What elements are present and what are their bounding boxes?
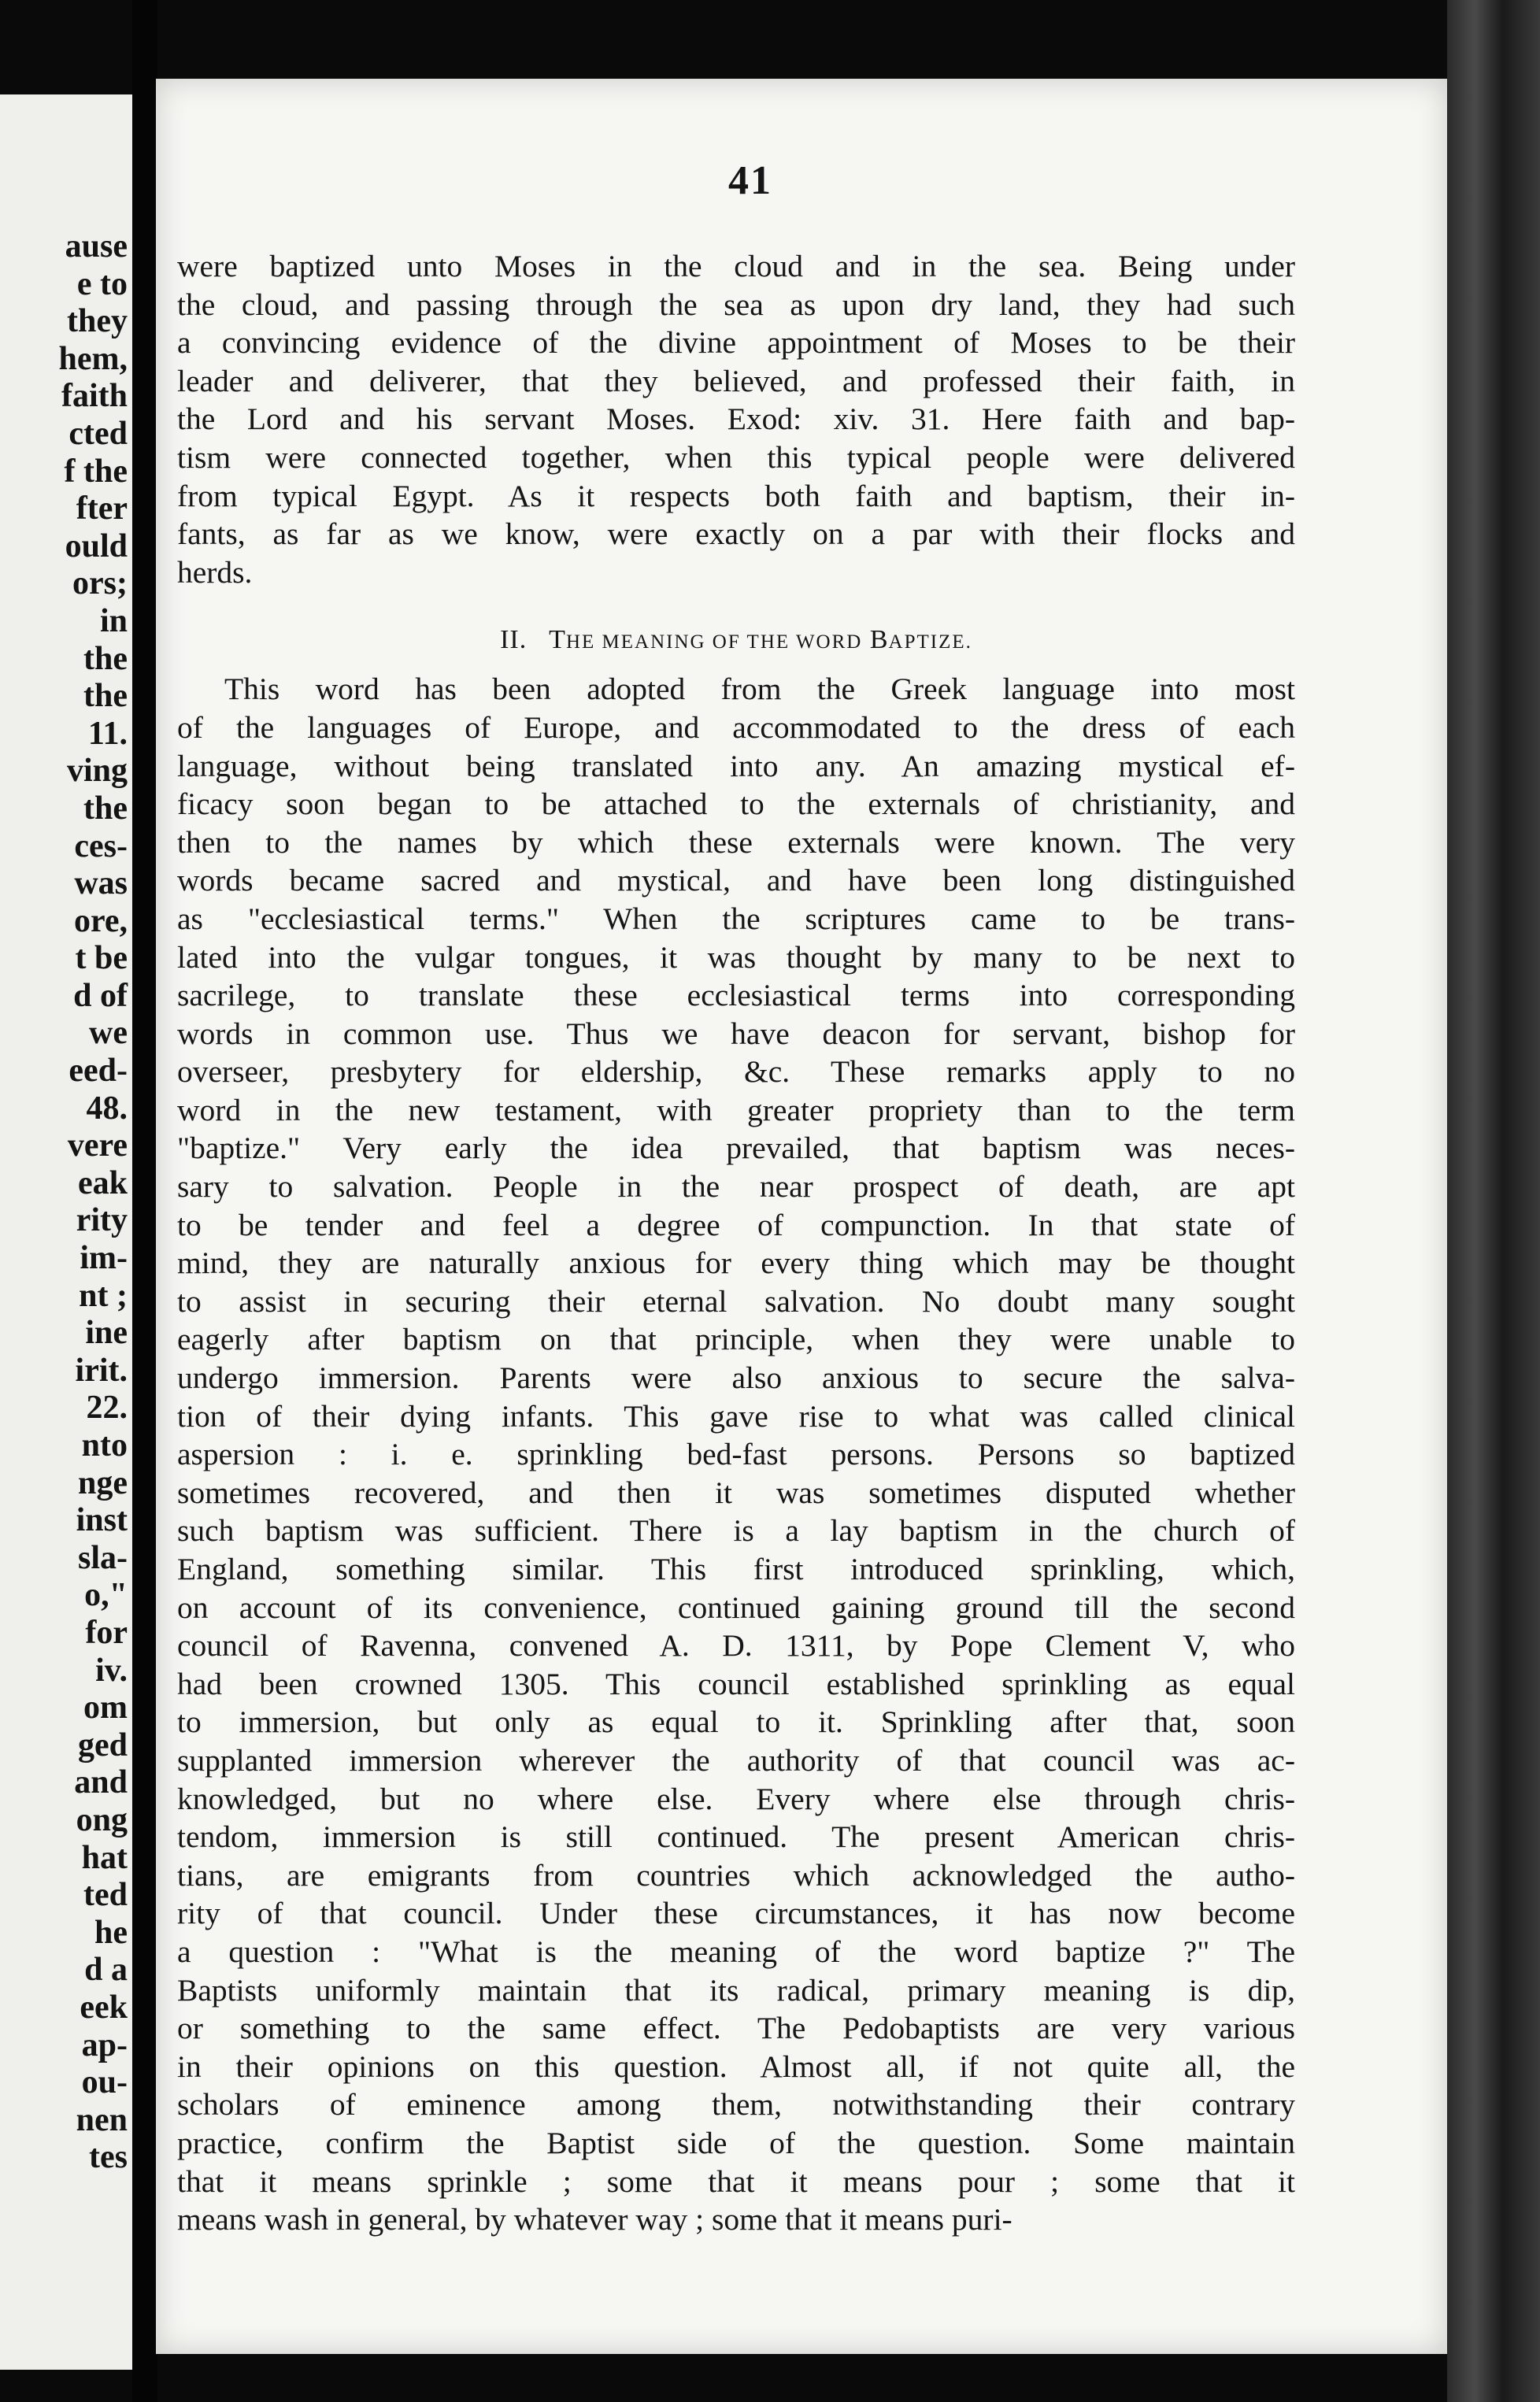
- left-fragment-line: ors;: [72, 565, 128, 602]
- book-gutter: [132, 0, 157, 2402]
- left-fragment-line: f the: [64, 453, 128, 490]
- left-fragment-line: the: [83, 790, 128, 827]
- left-fragment-line: ving: [66, 753, 128, 790]
- text-line: leader and deliverer, that they believed, and professed their faith, in: [177, 363, 1295, 398]
- text-line: words in common use. Thus we have deacon for servant, bishop for: [177, 1016, 1295, 1051]
- text-line: practice, confirm the Baptist side of the question. Some maintain: [177, 2125, 1295, 2160]
- text-line: of the languages of Europe, and accommodated to the dress of each: [177, 709, 1295, 745]
- paragraph-2: [177, 670, 1295, 2238]
- text-line: word in the new testament, with greater propriety than to the term: [177, 1092, 1295, 1127]
- text-line: lated into the vulgar tongues, it was thought by many to be next to: [177, 939, 1295, 975]
- section-heading: [177, 591, 1295, 670]
- text-line: on account of its convenience, continued gaining ground till the second: [177, 1590, 1295, 1625]
- text-line: to be tender and feel a degree of compunction. In that state of: [177, 1207, 1295, 1242]
- text-line: ficacy soon began to be attached to the externals of christianity, and: [177, 786, 1295, 822]
- text-line: council of Ravenna, convened A. D. 1311, by Pope Clement V, who: [177, 1628, 1295, 1664]
- left-fragment-line: nto: [81, 1427, 128, 1464]
- left-fragment-line: nt ;: [79, 1277, 128, 1314]
- text-line: had been crowned 1305. This council established sprinkling as equal: [177, 1666, 1295, 1701]
- left-fragment-line: rity: [76, 1202, 128, 1239]
- left-fragment-line: ou-: [81, 2064, 128, 2101]
- left-fragment-line: 11.: [87, 715, 128, 752]
- left-fragment-line: hat: [81, 1839, 128, 1876]
- text-line: language, without being translated into any. An amazing mystical ef-: [177, 748, 1295, 783]
- left-fragment-line: nge: [78, 1464, 128, 1501]
- text-line: means wash in general, by whatever way ; some that it means puri-: [177, 2202, 1012, 2237]
- text-line: in their opinions on this question. Almost all, if not quite all, the: [177, 2049, 1295, 2084]
- text-line: were baptized unto Moses in the cloud and in the sea. Being under: [177, 249, 1295, 283]
- heading-small-caps-2: APTIZE.: [888, 631, 972, 653]
- left-fragment-line: d a: [84, 1952, 128, 1989]
- left-fragment-line: irit.: [75, 1352, 128, 1389]
- left-fragment-line: sla-: [78, 1539, 128, 1576]
- left-fragment-line: d of: [73, 977, 128, 1014]
- heading-cap-letter: B: [869, 625, 889, 655]
- text-line: This word has been adopted from the Greek language into most: [224, 672, 1295, 707]
- left-fragment-line: ould: [65, 527, 128, 564]
- left-fragment-line: and: [74, 1764, 128, 1801]
- heading-small-caps-1: HE MEANING OF THE WORD: [565, 631, 863, 653]
- text-line: herds.: [177, 554, 253, 590]
- left-fragment-line: om: [83, 1690, 128, 1727]
- left-fragment-line: fter: [76, 490, 128, 527]
- text-line: to assist in securing their eternal salvation. No doubt many sought: [177, 1283, 1295, 1319]
- text-line: fants, as far as we know, were exactly on a par with their flocks and: [177, 516, 1295, 552]
- text-line: England, something similar. This first introduced sprinkling, which,: [177, 1552, 1295, 1586]
- left-fragment-line: t be: [75, 940, 128, 977]
- left-page-text-fragments: [2, 228, 128, 2177]
- left-fragment-line: he: [94, 1914, 128, 1951]
- left-fragment-line: ine: [85, 1315, 128, 1352]
- left-fragment-line: 48.: [86, 1090, 128, 1127]
- left-fragment-line: eek: [80, 1989, 128, 2026]
- heading-numeral: II.: [500, 625, 528, 655]
- left-fragment-line: tes: [89, 2139, 128, 2176]
- text-line: knowledged, but no where else. Every where else through chris-: [177, 1781, 1295, 1816]
- left-fragment-line: hem,: [58, 340, 128, 377]
- left-fragment-line: ted: [83, 1877, 128, 1914]
- text-line: aspersion : i. e. sprinkling bed-fast persons. Persons so baptized: [177, 1437, 1295, 1472]
- left-fragment-line: ore,: [73, 902, 128, 939]
- text-line: as "ecclesiastical terms." When the scriptures came to be trans-: [177, 901, 1295, 936]
- left-fragment-line: we: [89, 1015, 128, 1052]
- left-fragment-line: was: [74, 865, 128, 902]
- left-fragment-line: inst: [76, 1502, 128, 1539]
- page-number: 41: [728, 158, 772, 203]
- text-line: words became sacred and mystical, and have been long distinguished: [177, 863, 1295, 898]
- paragraph-1: [177, 247, 1295, 591]
- left-fragment-line: e to: [76, 265, 128, 302]
- text-line: to immersion, but only as equal to it. Sprinkling after that, soon: [177, 1704, 1295, 1740]
- text-line: sometimes recovered, and then it was sometimes disputed whether: [177, 1475, 1295, 1510]
- text-line: that it means sprinkle ; some that it means pour ; some that it: [177, 2163, 1295, 2199]
- text-line: undergo immersion. Parents were also anxious to secure the salva-: [177, 1360, 1295, 1396]
- left-fragment-line: they: [67, 303, 128, 340]
- heading-initial: T: [549, 625, 566, 655]
- left-fragment-line: ap-: [81, 2026, 128, 2063]
- left-fragment-line: for: [85, 1614, 128, 1651]
- text-line: rity of that council. Under these circumstances, it has now become: [177, 1896, 1295, 1931]
- left-fragment-line: cted: [68, 415, 128, 452]
- left-fragment-line: vere: [67, 1127, 128, 1164]
- text-line: tism were connected together, when this typical people were delivered: [177, 439, 1295, 475]
- left-page-fragment: [0, 94, 132, 2370]
- text-line: "baptize." Very early the idea prevailed, that baptism was neces-: [177, 1131, 1295, 1166]
- left-fragment-line: eak: [78, 1164, 128, 1201]
- text-line: the cloud, and passing through the sea as upon dry land, they had such: [177, 287, 1295, 322]
- text-line: mind, they are naturally anxious for every thing which may be thought: [177, 1245, 1295, 1281]
- text-line: a question : "What is the meaning of the word baptize ?" The: [177, 1934, 1295, 1969]
- left-fragment-line: the: [83, 678, 128, 715]
- text-line: such baptism was sufficient. There is a lay baptism in the church of: [177, 1513, 1295, 1549]
- text-line: supplanted immersion wherever the authority of that council was ac-: [177, 1742, 1295, 1778]
- text-line: tendom, immersion is still continued. The present American chris-: [177, 1819, 1295, 1855]
- left-fragment-line: o,": [84, 1577, 128, 1614]
- left-fragment-line: ause: [65, 228, 128, 265]
- text-line: sary to salvation. People in the near prospect of death, are apt: [177, 1169, 1295, 1205]
- left-fragment-line: iv.: [95, 1652, 128, 1689]
- left-fragment-line: 22.: [86, 1390, 128, 1427]
- left-fragment-line: ged: [78, 1727, 128, 1764]
- text-line: the Lord and his servant Moses. Exod: xiv. 31. Here faith and bap-: [177, 402, 1295, 437]
- text-line: sacrilege, to translate these ecclesiastical terms into corresponding: [177, 978, 1295, 1013]
- text-line: tians, are emigrants from countries which acknowledged the autho-: [177, 1857, 1295, 1893]
- text-line: then to the names by which these externals were known. The very: [177, 824, 1295, 860]
- text-line: scholars of eminence among them, notwithstanding their contrary: [177, 2087, 1295, 2123]
- page-edge-shadow: [1447, 0, 1540, 2402]
- left-fragment-line: ong: [76, 1801, 128, 1838]
- text-line: eagerly after baptism on that principle, when they were unable to: [177, 1322, 1295, 1357]
- text-line: overseer, presbytery for eldership, &c. These remarks apply to no: [177, 1054, 1295, 1090]
- left-fragment-line: faith: [61, 378, 128, 415]
- left-fragment-line: im-: [80, 1240, 128, 1277]
- text-line: Baptists uniformly maintain that its radical, primary meaning is dip,: [177, 1972, 1295, 2008]
- page-body-text: [177, 247, 1295, 2239]
- left-fragment-line: ces-: [74, 827, 128, 864]
- text-line: a convincing evidence of the divine appointment of Moses to be their: [177, 325, 1295, 361]
- text-line: from typical Egypt. As it respects both faith and baptism, their in-: [177, 478, 1295, 513]
- left-fragment-line: nen: [76, 2101, 128, 2138]
- text-line: tion of their dying infants. This gave rise to what was called clinical: [177, 1398, 1295, 1434]
- left-fragment-line: in: [99, 602, 128, 639]
- left-fragment-line: eed-: [68, 1053, 128, 1090]
- left-fragment-line: the: [83, 640, 128, 677]
- text-line: or something to the same effect. The Pedobaptists are very various: [177, 2011, 1295, 2046]
